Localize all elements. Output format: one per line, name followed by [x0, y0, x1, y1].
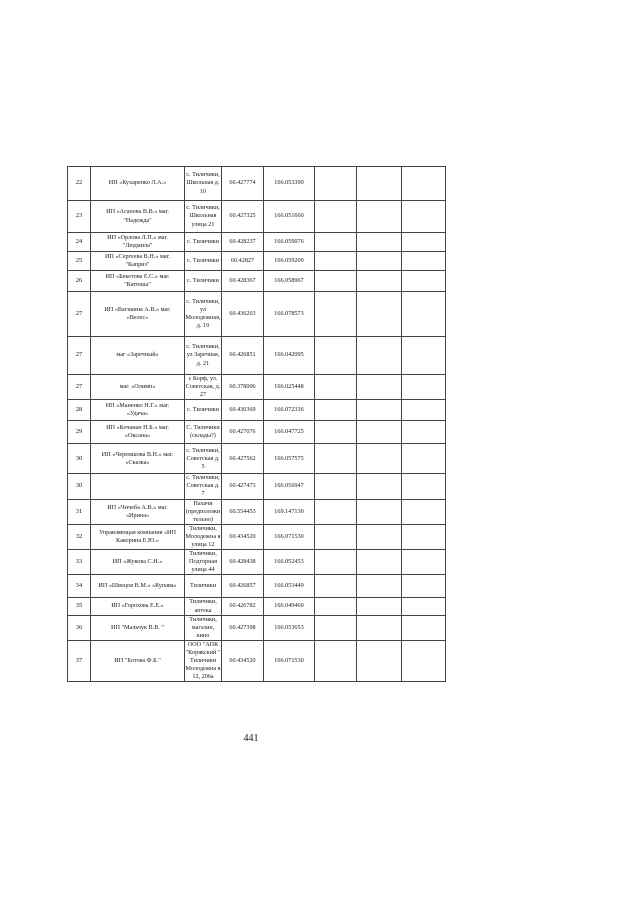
- row-empty-cell: [357, 271, 402, 292]
- row-number: 22: [68, 167, 91, 201]
- row-empty-cell: [357, 524, 402, 549]
- row-address: с. Тиличики, Школьная д. 10: [185, 167, 222, 201]
- row-longitude: 166.057575: [264, 444, 315, 474]
- row-latitude: 60.426782: [222, 598, 264, 615]
- row-address: с. Тиличики: [185, 271, 222, 292]
- row-longitude: 166.059209: [264, 252, 315, 271]
- row-address: с. Тиличики, Советская д. 7: [186, 474, 220, 498]
- row-empty-cell: [357, 337, 402, 375]
- row-latitude: 60.427325: [222, 201, 264, 233]
- table-row: [68, 252, 446, 271]
- row-longitude: 166.071530: [264, 640, 315, 681]
- table-row: [68, 201, 446, 233]
- table-row: [68, 615, 446, 640]
- row-name: Управляющая компания «ИП Какорина Е.Ю.»: [91, 524, 185, 549]
- row-number: 34: [68, 575, 91, 598]
- row-empty-cell: [315, 201, 357, 233]
- row-longitude: 166.053449: [264, 575, 315, 598]
- row-empty-cell: [402, 233, 446, 252]
- row-longitude: 166.058967: [264, 271, 315, 292]
- row-number: 30: [68, 474, 91, 499]
- row-address: Тиличики, Молодежна я улица 12: [185, 524, 221, 549]
- row-empty-cell: [357, 550, 402, 575]
- row-number: 32: [68, 524, 91, 549]
- row-empty-cell: [357, 615, 402, 640]
- row-empty-cell: [402, 400, 446, 421]
- row-latitude: 60.434520: [222, 524, 264, 549]
- row-number: 28: [68, 400, 91, 421]
- row-empty-cell: [357, 292, 402, 337]
- row-address: с Корф, ул. Советская, д. 27: [185, 375, 221, 399]
- row-empty-cell: [315, 271, 357, 292]
- row-number: 25: [68, 252, 91, 271]
- row-empty-cell: [402, 271, 446, 292]
- row-empty-cell: [357, 375, 402, 400]
- row-name: ИП «Кочанан Н.Б.» маг. «Оксана»: [91, 421, 185, 444]
- table-row: [68, 375, 446, 400]
- row-name: ИП «Жукова С.Н.»: [91, 550, 185, 575]
- row-longitude: 166.042095: [264, 337, 315, 375]
- row-address: С. Тиличики (склады?): [185, 421, 222, 444]
- row-address: с. Тиличики, ул Молодежная, д. 19: [185, 292, 222, 337]
- row-empty-cell: [357, 575, 402, 598]
- row-address: с. Тиличики: [185, 400, 222, 421]
- row-number: 27: [68, 375, 91, 400]
- row-address: Тиличики, аптека: [185, 598, 222, 615]
- row-empty-cell: [315, 615, 357, 640]
- table-row: [68, 400, 446, 421]
- row-empty-cell: [402, 474, 446, 499]
- row-empty-cell: [402, 421, 446, 444]
- table-row: [68, 271, 446, 292]
- row-number: 26: [68, 271, 91, 292]
- table-row: [68, 337, 446, 375]
- row-longitude: 166.071530: [264, 524, 315, 549]
- row-empty-cell: [402, 524, 446, 549]
- row-empty-cell: [357, 167, 402, 201]
- row-empty-cell: [315, 550, 357, 575]
- row-latitude: 60.428438: [222, 550, 264, 575]
- row-name: [91, 474, 185, 499]
- table-row: [68, 167, 446, 201]
- row-empty-cell: [357, 474, 402, 499]
- row-empty-cell: [315, 375, 357, 400]
- row-number: 31: [68, 499, 91, 524]
- row-address: с. Тиличики: [185, 233, 222, 252]
- row-empty-cell: [315, 252, 357, 271]
- table-row: [68, 444, 446, 474]
- row-empty-cell: [315, 233, 357, 252]
- row-longitude: 166.053390: [264, 167, 315, 201]
- row-number: 35: [68, 598, 91, 615]
- row-empty-cell: [357, 252, 402, 271]
- row-address: с. Тиличики, Школьная улица 21: [185, 201, 222, 233]
- row-empty-cell: [402, 444, 446, 474]
- row-empty-cell: [402, 337, 446, 375]
- row-empty-cell: [402, 167, 446, 201]
- row-empty-cell: [402, 640, 446, 681]
- row-name: ИП "Мальчук В.В. ": [91, 615, 185, 640]
- row-empty-cell: [357, 499, 402, 524]
- row-name: ИП «Маненко Н.Г.» маг. «Удача»: [91, 400, 185, 421]
- row-address: с. Тиличики, Советская д. 5: [185, 444, 222, 474]
- row-latitude: 60.426851: [222, 337, 264, 375]
- row-longitude: 166.052453: [264, 550, 315, 575]
- row-empty-cell: [402, 575, 446, 598]
- row-empty-cell: [402, 499, 446, 524]
- row-latitude: 60.426857: [222, 575, 264, 598]
- table-body: [68, 167, 446, 682]
- row-number: 29: [68, 421, 91, 444]
- row-empty-cell: [315, 337, 357, 375]
- table-row: [68, 524, 446, 549]
- row-empty-cell: [357, 640, 402, 681]
- table-row: [68, 640, 446, 681]
- row-latitude: 60.427774: [222, 167, 264, 201]
- row-longitude: 166.047725: [264, 421, 315, 444]
- table-row: [68, 474, 446, 499]
- row-name: ИП «Агапова В.В.» маг. "Надежда": [91, 201, 185, 233]
- row-empty-cell: [315, 499, 357, 524]
- row-name: маг «Заречный»: [91, 337, 185, 375]
- row-number: 23: [68, 201, 91, 233]
- row-number: 30: [68, 444, 91, 474]
- row-address: с. Тиличики: [185, 252, 222, 271]
- row-name: ИП «Горохова Е.Е.»: [91, 598, 185, 615]
- row-latitude: 60.436263: [222, 292, 264, 337]
- row-empty-cell: [315, 167, 357, 201]
- row-latitude: 60.430369: [222, 400, 264, 421]
- row-name: ИП «Черемшова В.Н.» маг. «Сказка»: [91, 444, 185, 474]
- row-number: 33: [68, 550, 91, 575]
- row-number: 27: [68, 292, 91, 337]
- table-row: [68, 421, 446, 444]
- row-longitude: 166.025448: [264, 375, 315, 400]
- row-longitude: 166.053653: [264, 615, 315, 640]
- row-name: ИП "Ботова Ф.Б.": [91, 640, 185, 681]
- table-row: [68, 575, 446, 598]
- row-empty-cell: [315, 474, 357, 499]
- row-empty-cell: [357, 421, 402, 444]
- row-empty-cell: [402, 375, 446, 400]
- row-empty-cell: [357, 233, 402, 252]
- table-row: [68, 233, 446, 252]
- row-longitude: 166.049460: [264, 598, 315, 615]
- row-empty-cell: [402, 550, 446, 575]
- row-name: ИП «Чичеба А.В.» маг. «Ирина»: [91, 499, 185, 524]
- row-empty-cell: [315, 524, 357, 549]
- row-name: ИП «Швецов В.М.» «Купава»: [91, 575, 185, 598]
- row-latitude: 60.427562: [222, 444, 264, 474]
- table-row: [68, 499, 446, 524]
- row-latitude: 60.428237: [222, 233, 264, 252]
- row-address: Тиличики, Подгорная улица 44: [185, 550, 222, 575]
- row-latitude: 60.427473: [222, 474, 264, 499]
- row-longitude: 166.072336: [264, 400, 315, 421]
- row-empty-cell: [315, 292, 357, 337]
- row-longitude: 166.056947: [264, 474, 315, 499]
- row-name: ИП «Вагнаина А.В.» маг. «Велес»: [91, 292, 185, 337]
- row-empty-cell: [402, 292, 446, 337]
- row-latitude: 60.428367: [222, 271, 264, 292]
- row-longitude: 166.051660: [264, 201, 315, 233]
- row-empty-cell: [402, 252, 446, 271]
- row-address: Тиличики: [185, 575, 222, 598]
- row-name: ИП «Бекетова Е.С.» маг. "Катюша": [91, 271, 185, 292]
- row-address: Пахачи (предположи тельно): [185, 499, 221, 523]
- row-address: с. Тиличики, ул Заречная, д. 21: [185, 337, 222, 375]
- data-table: [67, 166, 446, 682]
- row-latitude: 60.554453: [222, 499, 264, 524]
- row-longitude: 166.078573: [264, 292, 315, 337]
- row-number: 24: [68, 233, 91, 252]
- row-empty-cell: [315, 400, 357, 421]
- page-number: 441: [243, 733, 259, 744]
- row-number: 36: [68, 615, 91, 640]
- row-empty-cell: [357, 444, 402, 474]
- row-latitude: 60.434520: [222, 640, 264, 681]
- row-latitude: 60.427076: [222, 421, 264, 444]
- row-longitude: 169.147130: [264, 499, 315, 524]
- row-latitude: 60.42827: [222, 252, 264, 271]
- row-address: ООО "АПК "Корякский " Тиличики Молодежна я 12, 206а: [185, 640, 221, 681]
- row-empty-cell: [315, 421, 357, 444]
- table-row: [68, 550, 446, 575]
- row-name: ИП «Кухаренко Л.А.»: [91, 167, 185, 201]
- row-empty-cell: [357, 201, 402, 233]
- row-latitude: 60.378006: [222, 375, 264, 400]
- row-empty-cell: [357, 400, 402, 421]
- row-address: Тиличики, магазин, кино: [185, 615, 222, 640]
- row-empty-cell: [315, 640, 357, 681]
- row-empty-cell: [315, 575, 357, 598]
- row-name: ИП «Орлова Л.П.» маг. "Людмила": [91, 233, 185, 252]
- row-empty-cell: [357, 598, 402, 615]
- row-name: маг. «Олимп»: [91, 375, 185, 400]
- row-number: 37: [68, 640, 91, 681]
- row-empty-cell: [315, 598, 357, 615]
- row-empty-cell: [402, 201, 446, 233]
- table-row: [68, 292, 446, 337]
- table-row: [68, 598, 446, 615]
- row-empty-cell: [315, 444, 357, 474]
- row-name: ИП «Сергеева В.Н.» маг. "Каприз": [91, 252, 185, 271]
- row-empty-cell: [402, 615, 446, 640]
- row-number: 27: [68, 337, 91, 375]
- row-longitude: 166.059076: [264, 233, 315, 252]
- row-empty-cell: [402, 598, 446, 615]
- row-latitude: 60.427398: [222, 615, 264, 640]
